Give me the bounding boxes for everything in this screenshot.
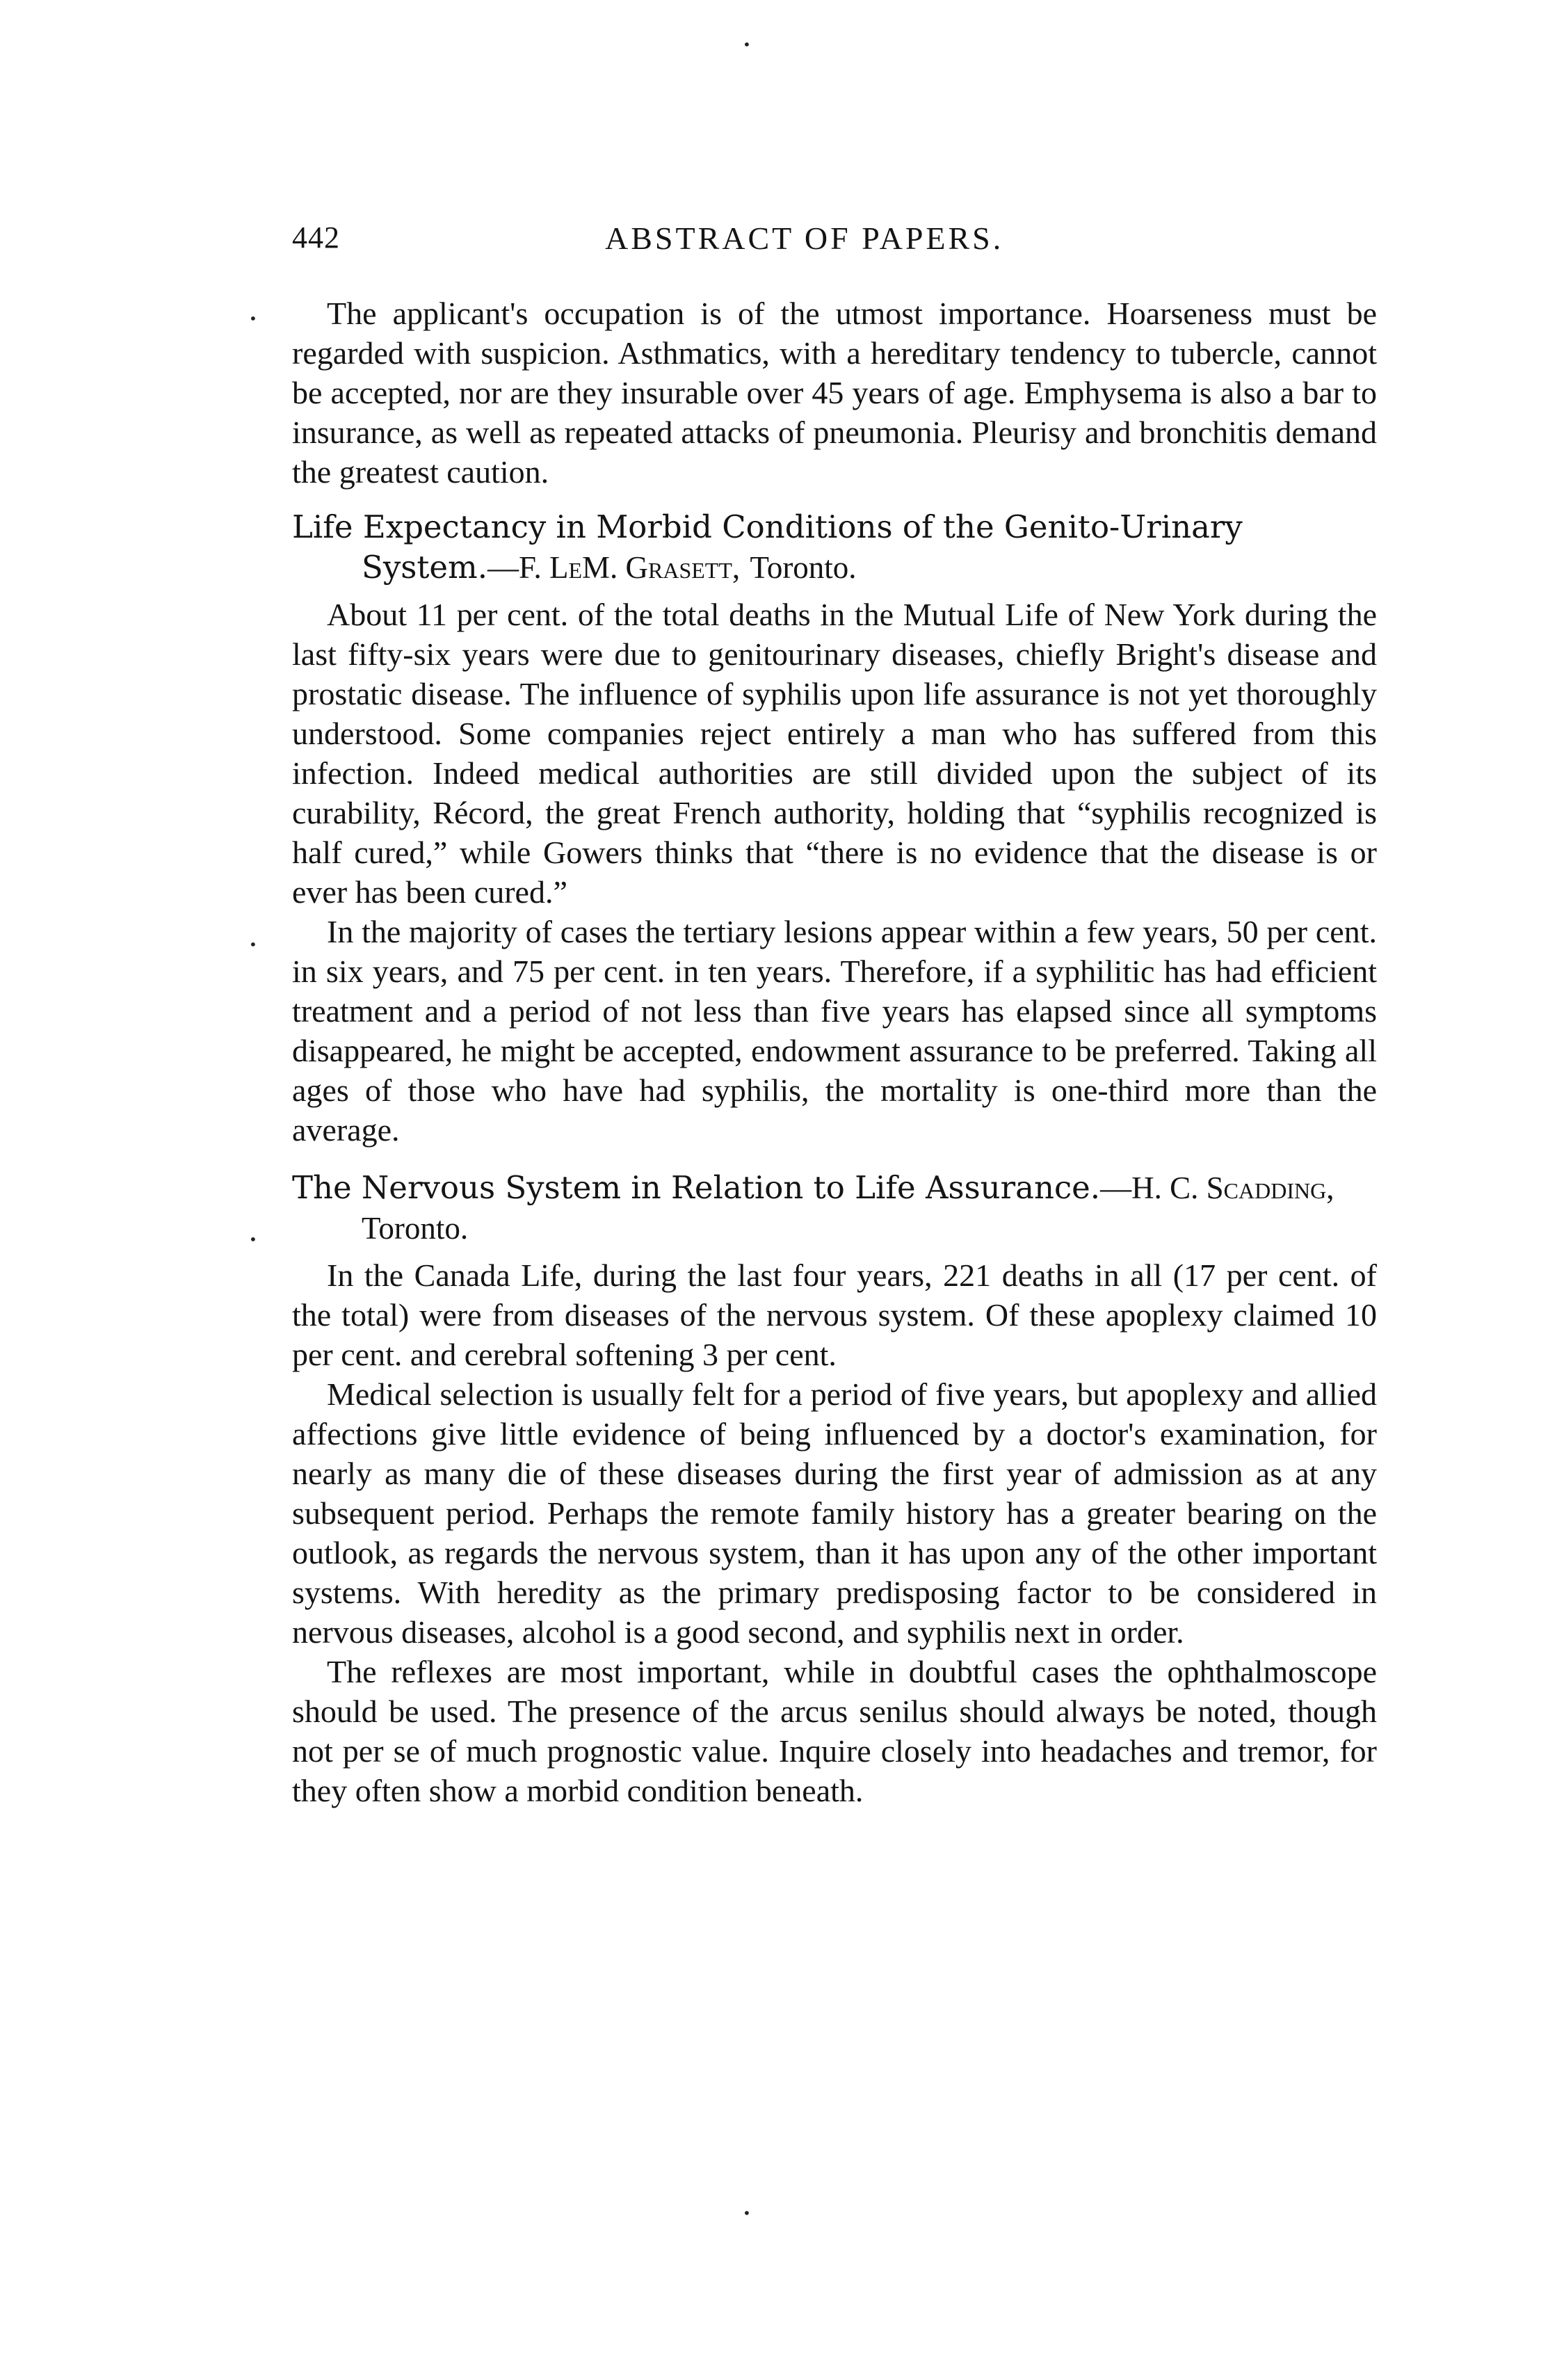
page-number: 442 — [292, 220, 340, 255]
running-title: ABSTRACT OF PAPERS. — [605, 220, 1004, 256]
print-speck: • — [743, 36, 751, 53]
section-heading — [292, 507, 1377, 588]
section-place: Toronto. — [750, 550, 857, 585]
section-heading — [292, 1168, 1377, 1248]
body-text — [292, 294, 1377, 1810]
paragraph: In the majority of cases the tertiary lesions appear within a few years, 50 per cent. in six years, and 75 per cent. in ten years. Therefore, if a syphilitic has had efficient treatment and a period of not less than five years has elapsed since all symptoms disappeared, he might be accepted, endowment assurance to be preferred. Taking all ages of those who have had syphilis, the mortality is one-third more than the average. — [292, 914, 1377, 1148]
section-title: Life Expectancy in Morbid Conditions of the Genito-Urinary System. — [292, 508, 1243, 586]
section-place: Toronto. — [362, 1211, 469, 1246]
margin-mark: • — [249, 310, 257, 327]
section-author: —F. LeM. Grasett, — [487, 550, 741, 585]
paragraph: The applicant's occupation is of the utmost importance. Hoarseness must be regarded with suspicion. Asthmatics, with a hereditary tendency to tubercle, cannot be accepted, nor are they insurable over 45 years of age. Emphysema is also a bar to insurance, as well as repeated attacks of pneumonia. Pleurisy and bronchitis demand the greatest caution. — [292, 296, 1377, 490]
paragraph: The reflexes are most important, while in doubtful cases the ophthalmoscope should be used. The presence of the arcus senilus should always be noted, though not per se of much prognostic value. Inquire closely into headaches and tremor, for they often show a morbid condition beneath. — [292, 1654, 1377, 1808]
section-title: The Nervous System in Relation to Life Assurance. — [292, 1169, 1101, 1206]
paragraph: About 11 per cent. of the total deaths in the Mutual Life of New York during the last fifty-six years were due to genitourinary diseases, chiefly Bright's disease and prostatic disease. The influence of syphilis upon life assurance is not yet thoroughly understood. Some companies reject entirely a man who has suffered from this infection. Indeed medical authorities are still divided upon the subject of its curability, Récord, the great French authority, holding that “syphilis recognized is half cured,” while Gowers thinks that “there is no evidence that the disease is or ever has been cured.” — [292, 597, 1377, 910]
print-speck: • — [743, 2205, 751, 2221]
page-header — [292, 220, 1377, 275]
section-author: —H. C. Scadding, — [1100, 1171, 1334, 1205]
margin-mark: • — [249, 936, 257, 953]
paragraph: In the Canada Life, during the last four years, 221 deaths in all (17 per cent. of the total) were from diseases of the nervous system. Of these apoplexy claimed 10 per cent. and cerebral softening 3 per cent. — [292, 1257, 1377, 1372]
margin-mark: • — [249, 1231, 257, 1248]
paragraph: Medical selection is usually felt for a period of five years, but apoplexy and allied affections give little evidence of being influenced by a doctor's examination, for nearly as many die of these diseases during the first year of admission as at any subsequent period. Perhaps the remote family history has a greater bearing on the outlook, as regards the nervous system, than it has upon any of the other important systems. With heredity as the primary predisposing factor to be considered in nervous diseases, alcohol is a good second, and syphilis next in order. — [292, 1376, 1377, 1650]
